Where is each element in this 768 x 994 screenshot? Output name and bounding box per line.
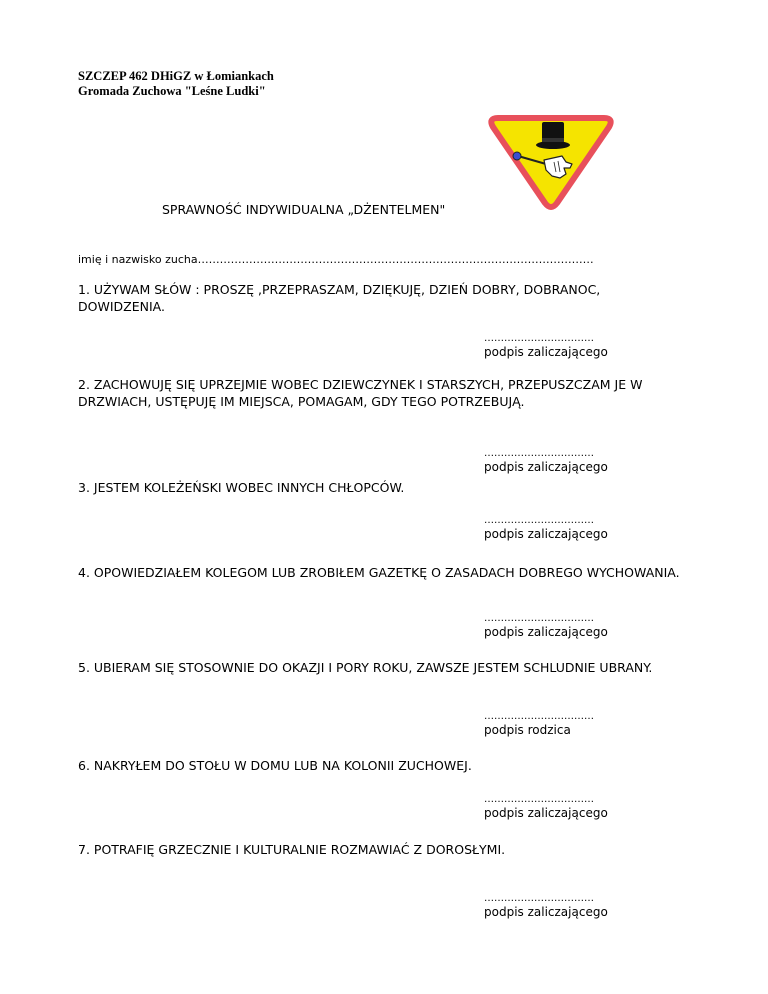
signature-label: podpis zaliczającego [484, 806, 608, 820]
signature-label: podpis zaliczającego [484, 527, 608, 541]
requirement-item-7: 7. POTRAFIĘ GRZECZNIE I KULTURALNIE ROZMAWIAĆ Z DOROSŁYMI. [78, 842, 506, 857]
signature-label: podpis zaliczającego [484, 905, 608, 919]
signature-dots: …………………………… [484, 613, 594, 624]
requirement-item-1: 1. UŻYWAM SŁÓW : PROSZĘ ,PRZEPRASZAM, DZIĘKUJĘ, DZIEŃ DOBRY, DOBRANOC, DOWIDZENIA. [78, 282, 601, 314]
signature-block-3 [484, 514, 608, 542]
signature-label: podpis rodzica [484, 723, 571, 737]
signature-block-1 [484, 332, 608, 360]
signature-dots: …………………………… [484, 893, 594, 904]
requirement-item-6: 6. NAKRYŁEM DO STOŁU W DOMU LUB NA KOLONII ZUCHOWEJ. [78, 758, 472, 773]
signature-block-4 [484, 612, 608, 640]
signature-block-7 [484, 892, 608, 920]
signature-dots: …………………………… [484, 794, 594, 805]
signature-block-6 [484, 793, 608, 821]
badge-title: SPRAWNOŚĆ INDYWIDUALNA „DŻENTELMEN" [162, 202, 446, 217]
signature-dots: …………………………… [484, 333, 594, 344]
header-line-troop: SZCZEP 462 DHiGZ w Łomiankach [78, 69, 274, 83]
requirement-item-2: 2. ZACHOWUJĘ SIĘ UPRZEJMIE WOBEC DZIEWCZYNEK I STARSZYCH, PRZEPUSZCZAM JE W DRZWIACH, USTĘPUJĘ IM MIEJSCA, POMAGAM, GDY TEGO POTRZEBUJĄ. [78, 377, 643, 409]
signature-dots: …………………………… [484, 448, 594, 459]
header-line-group: Gromada Zuchowa "Leśne Ludki" [78, 84, 266, 98]
scout-name-field: imię i nazwisko zucha……………………………………………………………………………………………… [78, 253, 594, 266]
requirement-item-3: 3. JESTEM KOLEŻEŃSKI WOBEC INNYCH CHŁOPCÓW. [78, 480, 405, 495]
signature-dots: …………………………… [484, 515, 594, 526]
gentleman-badge-icon [484, 112, 618, 210]
signature-label: podpis zaliczającego [484, 625, 608, 639]
signature-block-2 [484, 447, 608, 475]
signature-label: podpis zaliczającego [484, 345, 608, 359]
requirement-item-4: 4. OPOWIEDZIAŁEM KOLEGOM LUB ZROBIŁEM GAZETKĘ O ZASADACH DOBREGO WYCHOWANIA. [78, 565, 680, 580]
signature-label: podpis zaliczającego [484, 460, 608, 474]
signature-dots: …………………………… [484, 711, 594, 722]
requirement-item-5: 5. UBIERAM SIĘ STOSOWNIE DO OKAZJI I PORY ROKU, ZAWSZE JESTEM SCHLUDNIE UBRANY. [78, 660, 653, 675]
signature-block-5 [484, 710, 594, 738]
document-header [78, 69, 274, 99]
